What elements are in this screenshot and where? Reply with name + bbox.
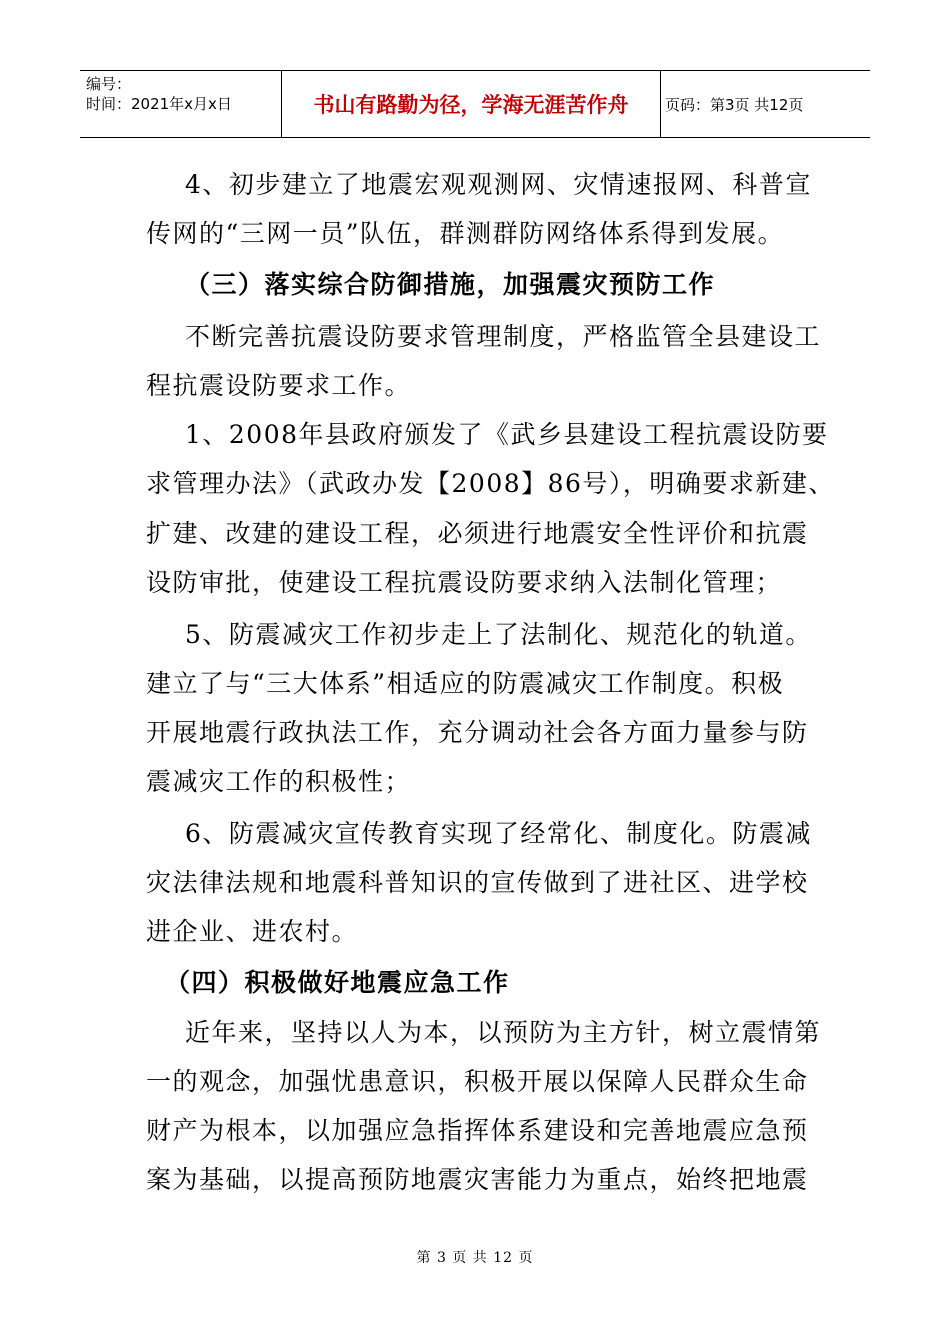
paragraph-line: 财产为根本，以加强应急指挥体系建设和完善地震应急预 [146,1116,809,1145]
paragraph-line: 设防审批，使建设工程抗震设防要求纳入法制化管理； [146,568,783,597]
header-meta [80,71,280,137]
document-time: 时间：2021年x月x日 [86,95,232,113]
header-page-info: 页码：第3页 共12页 [665,95,804,114]
paragraph-line: 震减灾工作的积极性； [146,767,412,796]
paragraph-line: 灾法律法规和地震科普知识的宣传做到了进社区、进学校 [146,868,809,897]
paragraph-line: 进企业、进农村。 [146,917,359,946]
paragraph-line: 传网的“三网一员”队伍，群测群防网络体系得到发展。 [146,219,785,248]
paragraph-line: 近年来，坚持以人为本，以预防为主方针，树立震情第 [185,1018,822,1047]
paragraph-line: 建立了与“三大体系”相适应的防震减灾工作制度。积极 [146,669,785,698]
paragraph-line: 6、防震减灾宣传教育实现了经常化、制度化。防震减 [185,819,812,848]
paragraph-line: 开展地震行政执法工作，充分调动社会各方面力量参与防 [146,718,809,747]
header-motto: 书山有路勤为径，学海无涯苦作舟 [313,93,629,117]
paragraph-line: 不断完善抗震设防要求管理制度，严格监管全县建设工 [185,322,822,351]
paragraph-line: 5、防震减灾工作初步走上了法制化、规范化的轨道。 [185,620,812,649]
page-header [80,70,870,138]
section-heading: （三）落实综合防御措施，加强震灾预防工作 [185,270,716,299]
paragraph-line: 1、2008年县政府颁发了《武乡县建设工程抗震设防要 [185,420,829,449]
paragraph-line: 扩建、改建的建设工程，必须进行地震安全性评价和抗震 [146,519,809,548]
header-divider [660,71,661,137]
paragraph-line: 4、初步建立了地震宏观观测网、灾情速报网、科普宣 [185,170,812,199]
paragraph-line: 程抗震设防要求工作。 [146,371,412,400]
section-heading: （四）积极做好地震应急工作 [165,968,510,997]
paragraph-line: 案为基础，以提高预防地震灾害能力为重点，始终把地震 [146,1165,809,1194]
paragraph-line: 求管理办法》（武政办发【2008】86号），明确要求新建、 [146,469,835,498]
page-footer: 第 3 页 共 12 页 [416,1250,534,1266]
paragraph-line: 一的观念，加强忧患意识，积极开展以保障人民群众生命 [146,1067,809,1096]
document-number: 编号： [86,75,132,93]
